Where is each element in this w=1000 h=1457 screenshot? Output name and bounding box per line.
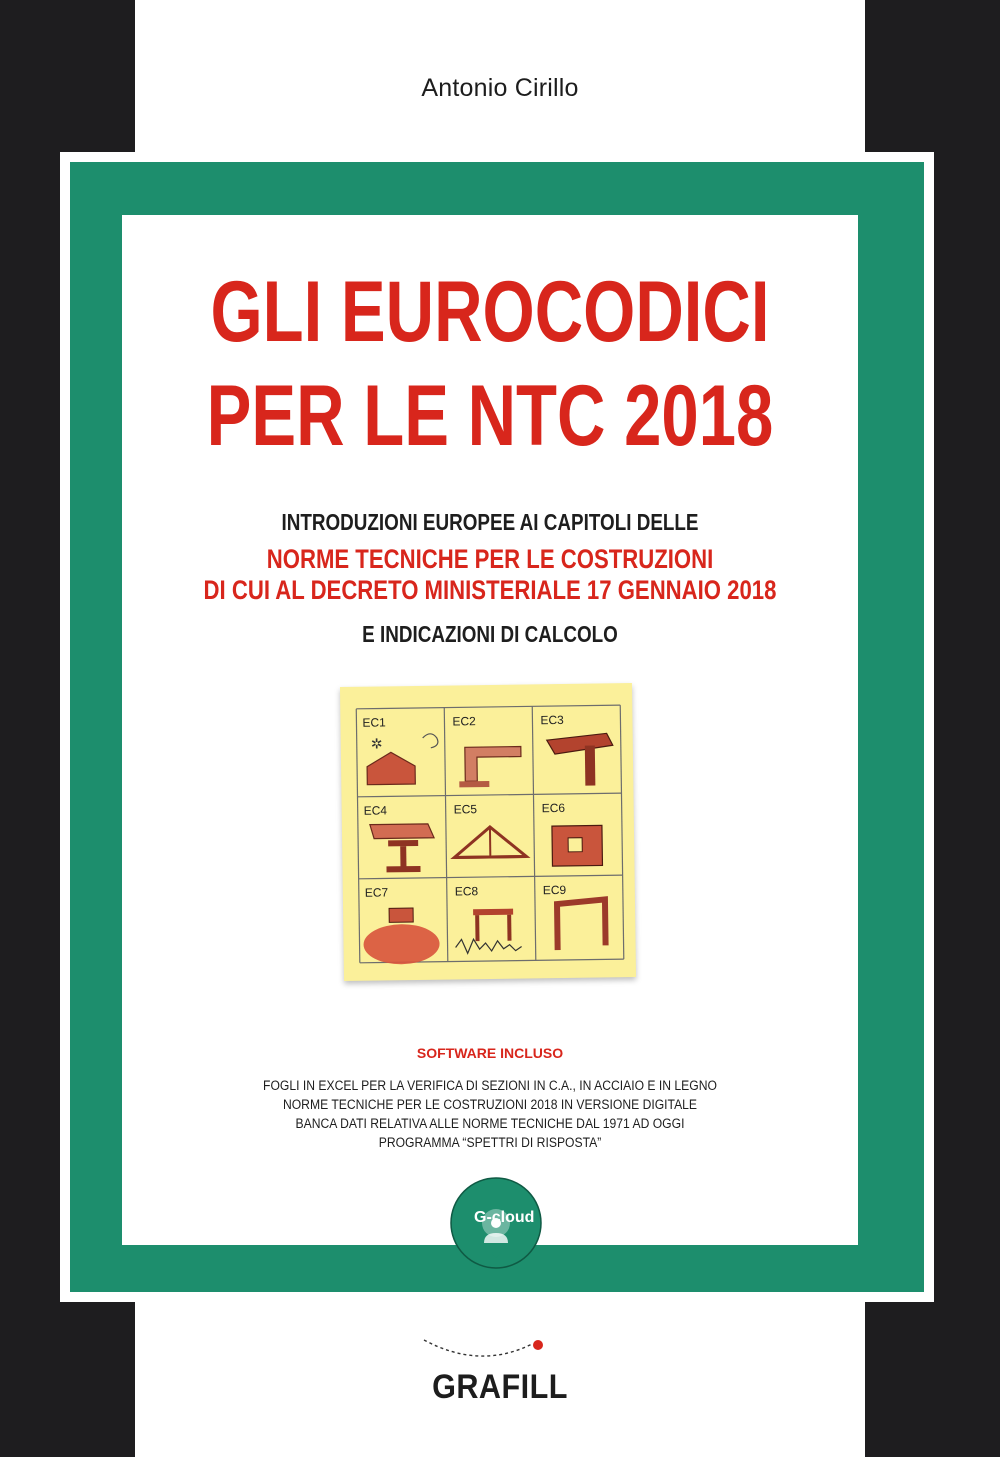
- eurocodes-sketch: [340, 683, 636, 981]
- title-line-2: PER LE NTC 2018: [206, 368, 774, 464]
- ec-label: EC1: [362, 715, 386, 730]
- software-item: FOGLI IN EXCEL PER LA VERIFICA DI SEZIONI IN C.A., IN ACCIAIO E IN LEGNO: [263, 1078, 717, 1093]
- ec-label: EC9: [542, 882, 567, 898]
- subtitle-norme: NORME TECNICHE PER LE COSTRUZIONI: [266, 544, 714, 574]
- software-title: SOFTWARE INCLUSO: [416, 1045, 564, 1061]
- software-item: BANCA DATI RELATIVA ALLE NORME TECNICHE DAL 1971 AD OGGI: [295, 1116, 685, 1131]
- ec-label: EC7: [364, 885, 389, 900]
- ec-label: EC6: [541, 800, 566, 816]
- title-line-1: GLI EUROCODICI: [210, 264, 770, 360]
- ec-label: EC2: [452, 714, 476, 729]
- software-item: NORME TECNICHE PER LE COSTRUZIONI 2018 IN VERSIONE DIGITALE: [282, 1097, 698, 1112]
- cloud-label: G-cloud: [474, 1209, 535, 1226]
- publisher-logo-dot: [533, 1340, 543, 1350]
- software-item: PROGRAMMA “SPETTRI DI RISPOSTA”: [378, 1135, 602, 1150]
- cover-panel: [122, 215, 858, 1245]
- subtitle-calcolo: E INDICAZIONI DI CALCOLO: [362, 621, 618, 647]
- subtitle-decreto: DI CUI AL DECRETO MINISTERIALE 17 GENNAIO 2018: [203, 575, 777, 605]
- ec-label: EC5: [453, 802, 478, 817]
- svg-text:✲: ✲: [370, 735, 383, 752]
- ec-label: EC4: [363, 803, 388, 818]
- subtitle-intro: INTRODUZIONI EUROPEE AI CAPITOLI DELLE: [281, 509, 699, 535]
- publisher-logo: GRAFILL: [432, 1368, 568, 1406]
- publisher-logo-arc: [420, 1330, 550, 1370]
- software-list: [122, 1076, 858, 1152]
- ec-label: EC8: [454, 884, 479, 899]
- author-name: Antonio Cirillo: [421, 74, 579, 102]
- sticky-note-illustration: [340, 683, 636, 981]
- ec-label: EC3: [540, 712, 564, 728]
